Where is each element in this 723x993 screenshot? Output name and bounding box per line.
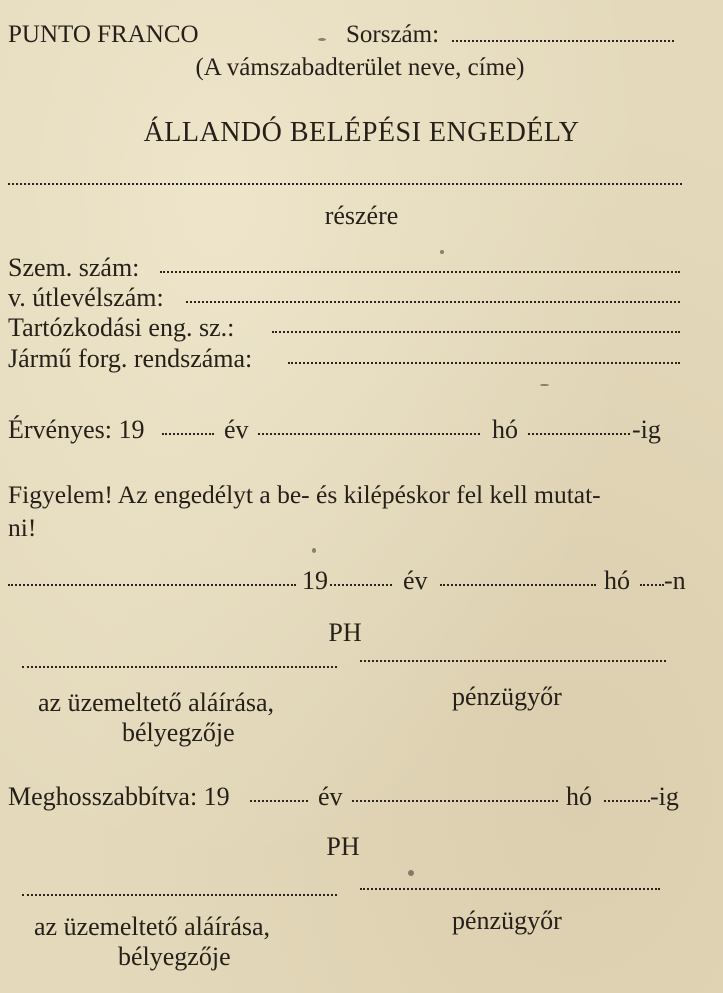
for-label: részére <box>324 201 399 230</box>
extended-day-line <box>604 800 650 802</box>
extended-label: Meghosszabbítva: 19 <box>8 782 230 811</box>
holder-name-line <box>8 183 682 185</box>
free-zone-title: PUNTO FRANCO <box>8 21 199 48</box>
operator-signature-caption-2: az üzemeltető aláírása, <box>34 912 271 941</box>
date-suffix: -n <box>664 566 686 595</box>
stamp-place-1: PH <box>328 618 362 647</box>
serial-number-label: Sorszám: <box>346 21 440 48</box>
id-number-line <box>160 271 680 273</box>
ink-speck <box>408 870 414 876</box>
date-day-line <box>640 584 664 586</box>
notice-line-1: Figyelem! Az engedélyt a be- és kilépéskor fel kell mutat- <box>8 480 601 509</box>
customs-officer-signature-line-2 <box>360 888 660 890</box>
id-number-label: Szem. szám: <box>8 253 140 282</box>
permit-title: ÁLLANDÓ BELÉPÉSI ENGEDÉLY <box>143 117 580 148</box>
extended-year-line <box>250 800 308 802</box>
customs-officer-caption-1: pénzügyőr <box>452 682 562 711</box>
extended-date-line <box>352 800 558 802</box>
customs-officer-caption-2: pénzügyőr <box>452 906 562 935</box>
free-zone-name-subtitle: (A vámszabadterület neve, címe) <box>195 54 525 81</box>
date-month-line <box>440 584 596 586</box>
extended-year-word: év <box>318 782 343 811</box>
extended-until-suffix: -ig <box>650 782 679 811</box>
valid-year-word: év <box>224 415 249 444</box>
date-year-word: év <box>403 566 428 595</box>
vehicle-registration-line <box>288 362 680 364</box>
valid-month-word: hó <box>492 415 518 444</box>
valid-day-line <box>528 433 630 435</box>
residence-permit-label: Tartózkodási eng. sz.: <box>8 313 235 342</box>
operator-signature-line-1 <box>22 666 337 668</box>
valid-year-line <box>162 433 214 435</box>
customs-officer-signature-line-1 <box>360 660 666 662</box>
operator-stamp-caption-2: bélyegzője <box>118 942 231 971</box>
stamp-place-2: PH <box>326 832 360 861</box>
valid-label: Érvényes: 19 <box>8 415 145 444</box>
ink-speck <box>440 250 444 254</box>
notice-line-2: ni! <box>8 513 37 542</box>
vehicle-registration-label: Jármű forg. rendszáma: <box>8 344 253 373</box>
passport-number-label: v. útlevélszám: <box>8 283 164 312</box>
extended-month-word: hó <box>566 782 592 811</box>
operator-signature-line-2 <box>22 894 337 896</box>
operator-signature-caption-1: az üzemeltető aláírása, <box>38 688 275 717</box>
place-line <box>8 584 296 586</box>
ink-speck <box>312 548 316 553</box>
date-year-line <box>330 584 392 586</box>
operator-stamp-caption-1: bélyegzője <box>122 718 235 747</box>
passport-number-line <box>186 301 680 303</box>
serial-number-line <box>452 40 674 42</box>
date-nineteen: 19 <box>302 566 328 595</box>
valid-until-suffix: -ig <box>632 415 661 444</box>
ink-speck <box>318 38 326 41</box>
ink-speck <box>540 384 549 386</box>
residence-permit-line <box>272 331 680 333</box>
date-month-word: hó <box>604 566 630 595</box>
valid-date-line <box>258 433 480 435</box>
